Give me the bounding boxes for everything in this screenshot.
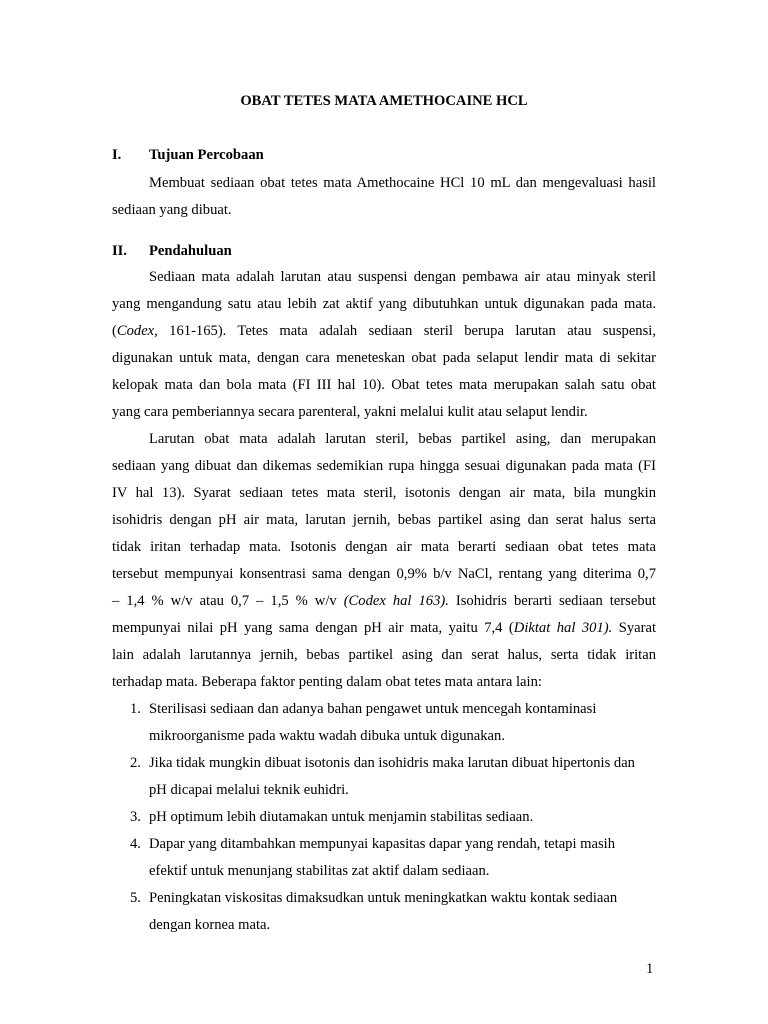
- list-text: Jika tidak mungkin dibuat isotonis dan isohidris maka larutan dibuat hipertonis dan: [149, 755, 635, 771]
- list-number: 5.: [130, 890, 141, 906]
- list-number: 1.: [130, 701, 141, 717]
- section-number: I.: [112, 147, 122, 163]
- list-number: 4.: [130, 836, 141, 852]
- citation: Diktat hal 301).: [513, 620, 613, 636]
- list-item: [112, 885, 656, 939]
- text-line: tidak iritan terhadap mata. Isotonis dengan air mata berarti sediaan obat tetes mata: [112, 539, 656, 555]
- section-title: Pendahuluan: [149, 243, 232, 259]
- text-line: sediaan yang dibuat.: [112, 202, 232, 218]
- document-title: OBAT TETES MATA AMETHOCAINE HCL: [240, 93, 528, 109]
- text-line: Larutan obat mata adalah larutan steril, bebas partikel asing, dan merupakan: [149, 431, 656, 447]
- page-number: 1: [646, 961, 654, 977]
- text-line: IV hal 13). Syarat sediaan tetes mata steril, isotonis dengan air mata, bila mungkin: [112, 485, 656, 501]
- text-line: – 1,4 % w/v atau 0,7 – 1,5 % w/v (Codex hal 163). Isohidris berarti sediaan tersebut: [112, 593, 656, 609]
- paragraph-pendahuluan-1: [112, 264, 656, 426]
- section-heading-pendahuluan: [112, 243, 232, 260]
- text-line: isohidris dengan pH air mata, larutan jernih, bebas partikel asing dan serat halus serta: [112, 512, 656, 528]
- section-number: II.: [112, 243, 128, 259]
- list-item: [112, 750, 656, 804]
- section-title: Tujuan Percobaan: [149, 147, 264, 163]
- paragraph-tujuan: [112, 170, 656, 224]
- paragraph-pendahuluan-2: [112, 426, 656, 696]
- text-line: digunakan untuk mata, dengan cara meneteskan obat pada selaput lendir mata di sekitar: [112, 350, 656, 366]
- text-line: tersebut mempunyai konsentrasi sama dengan 0,9% b/v NaCl, rentang yang diterima 0,7: [112, 566, 656, 582]
- section-heading-tujuan: [112, 147, 264, 164]
- list-item: [112, 804, 656, 831]
- list-text: efektif untuk menunjang stabilitas zat aktif dalam sediaan.: [149, 863, 490, 879]
- list-text: pH optimum lebih diutamakan untuk menjamin stabilitas sediaan.: [149, 809, 534, 825]
- text-line: yang cara pemberiannya secara parenteral, yakni melalui kulit atau selaput lendir.: [112, 404, 588, 420]
- text-line: lain adalah larutannya jernih, bebas partikel asing dan serat halus, serta tidak iritan: [112, 647, 656, 663]
- citation: Codex,: [116, 323, 158, 339]
- list-number: 2.: [130, 755, 141, 771]
- list-text: mikroorganisme pada waktu wadah dibuka untuk digunakan.: [149, 728, 505, 744]
- text-line: mempunyai nilai pH yang sama dengan pH air mata, yaitu 7,4 (Diktat hal 301). Syarat: [112, 620, 656, 636]
- list-text: dengan kornea mata.: [149, 917, 271, 933]
- list-item: [112, 696, 656, 750]
- list-number: 3.: [130, 809, 141, 825]
- text-line: yang mengandung satu atau lebih zat aktif yang dibutuhkan untuk digunakan pada mata.: [112, 296, 656, 312]
- list-text: pH dicapai melalui teknik euhidri.: [149, 782, 349, 798]
- list-text: Dapar yang ditambahkan mempunyai kapasitas dapar yang rendah, tetapi masih: [149, 836, 616, 852]
- citation: (Codex hal 163).: [343, 593, 449, 609]
- list-text: Sterilisasi sediaan dan adanya bahan pengawet untuk mencegah kontaminasi: [149, 701, 597, 717]
- text-line: kelopak mata dan bola mata (FI III hal 10). Obat tetes mata merupakan salah satu obat: [112, 377, 656, 393]
- list-item: [112, 831, 656, 885]
- text-line: (Codex, 161-165). Tetes mata adalah sediaan steril berupa larutan atau suspensi,: [112, 323, 656, 339]
- text-line: Membuat sediaan obat tetes mata Amethocaine HCl 10 mL dan mengevaluasi hasil: [149, 175, 656, 191]
- text-line: sediaan yang dibuat dan dikemas sedemikian rupa hingga sesuai digunakan pada mata (FI: [112, 458, 656, 474]
- text-line: terhadap mata. Beberapa faktor penting dalam obat tetes mata antara lain:: [112, 674, 542, 690]
- list-text: Peningkatan viskositas dimaksudkan untuk meningkatkan waktu kontak sediaan: [149, 890, 618, 906]
- text-line: Sediaan mata adalah larutan atau suspensi dengan pembawa air atau minyak steril: [149, 269, 656, 285]
- factor-list: [112, 696, 656, 939]
